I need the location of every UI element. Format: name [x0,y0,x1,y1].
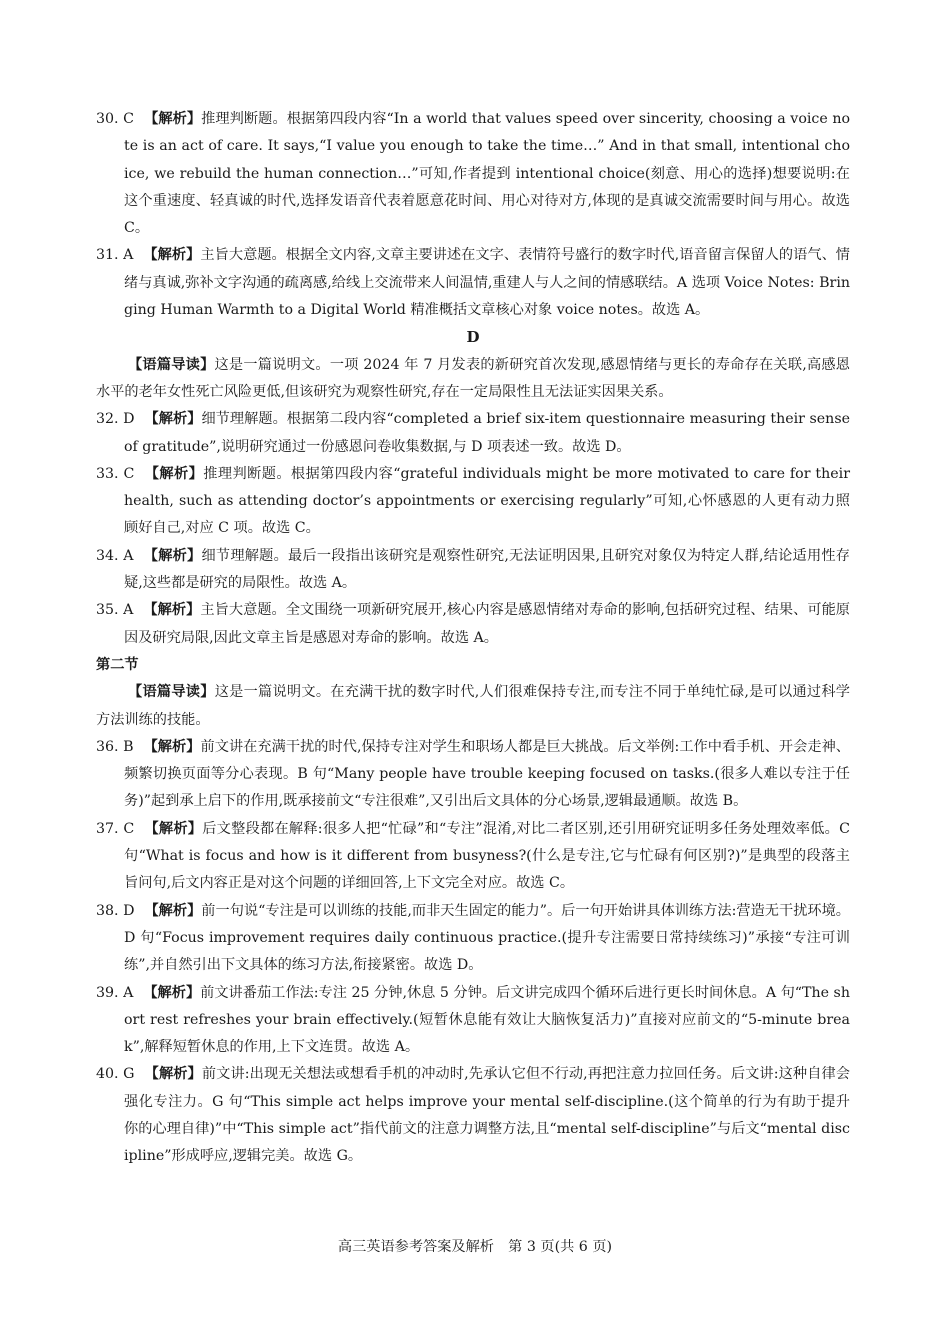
guide-tag: 【语篇导读】 [128,684,215,701]
page-footer: 高三英语参考答案及解析 第 3 页(共 6 页) [337,1239,613,1255]
analysis-text: 主旨大意题。全文围绕一项新研究展开,核心内容是感恩情绪对寿命的影响,包括研究过程、结果、可能原因及研究局限,因此文章主旨是感恩对寿命的影响。故选 A。 [124,602,850,646]
question-number: 40. G [96,1066,135,1083]
answer-30 [96,106,850,242]
analysis-tag: 【解析】 [143,738,201,755]
analysis-text: 推理判断题。根据第四段内容“grateful individuals might be more motivated to care for their health, such as attending doctor’s appointments or exercising regularly”可知,心怀感恩的人更有动力照顾好自己,对应 C 项。故选 C。 [124,465,850,537]
guide-text: 这是一篇说明文。在充满干扰的数字时代,人们很难保持专注,而专注不同于单纯忙碌,是可以通过科学方法训练的技能。 [96,684,850,728]
question-number: 36. B [96,738,134,755]
question-number: 30. C [96,111,135,127]
analysis-text: 主旨大意题。根据全文内容,文章主要讲述在文字、表情符号盛行的数字时代,语音留言保留人的语气、情绪与真诚,弥补文字沟通的疏离感,给线上交流带来人间温情,重建人与人之间的情感联结。A 选项 Voice Notes: Bringing Human Warmth to a Digital World 精准概括文章核心对象 voice notes。故选 A。 [124,247,850,319]
guide-text: 这是一篇说明文。一项 2024 年 7 月发表的新研究首次发现,感恩情绪与更长的寿命存在关联,高感恩水平的老年女性死亡风险更低,但该研究为观察性研究,存在一定局限性且无法证实因果关系。 [96,356,850,400]
analysis-tag: 【解析】 [144,465,204,482]
analysis-tag: 【解析】 [143,984,201,1001]
answer-39 [96,980,850,1062]
question-number: 33. C [96,465,135,482]
question-number: 37. C [96,820,135,837]
analysis-tag: 【解析】 [144,820,203,837]
section-heading-part2: 第二节 [96,656,139,673]
analysis-text: 前文讲:出现无关想法或想看手机的冲动时,先承认它但不行动,再把注意力拉回任务。后文讲:这种自律会强化专注力。G 句“This simple act helps improve your mental self-discipline.(这个简单的行为有助于提升你的心理自律)”中“This simple act”指代前文的注意力调整方法,且“mental self-discipline”与后文“mental discipline”形成呼应,逻辑完美。故选 G。 [124,1066,850,1165]
question-number: 35. A [96,602,134,619]
answer-40 [96,1061,850,1170]
analysis-text: 前一句说“专注是可以训练的技能,而非天生固定的能力”。后一句开始讲具体训练方法:营造无干扰环境。D 句“Focus improvement requires daily continuous practice.(提升专注需要日常持续练习)”承接“专注可训练”,并自然引出下文具体的练习方法,衔接紧密。故选 D。 [124,902,850,974]
answer-33 [96,461,850,543]
analysis-text: 前文讲在充满干扰的时代,保持专注对学生和职场人都是巨大挑战。后文举例:工作中看手机、开会走神、频繁切换页面等分心表现。B 句“Many people have trouble keeping focused on tasks.(很多人难以专注于任务)”起到承上启下的作用,既承接前文“专注很难”,又引出后文具体的分心场景,逻辑最通顺。故选 B。 [124,738,850,810]
analysis-tag: 【解析】 [143,602,201,619]
analysis-text: 细节理解题。根据第二段内容“completed a brief six-item questionnaire measuring their sense of gratitude”,说明研究通过一份感恩问卷收集数据,与 D 项表述一致。故选 D。 [124,411,851,455]
analysis-tag: 【解析】 [144,902,202,919]
question-number: 34. A [96,547,134,564]
answer-32 [96,406,850,461]
question-number: 31. A [96,247,134,264]
answer-34 [96,543,850,598]
analysis-tag: 【解析】 [144,111,202,127]
answer-content [96,106,850,1171]
section-heading-d: D [466,328,480,347]
analysis-text: 前文讲番茄工作法:专注 25 分钟,休息 5 分钟。后文讲完成四个循环后进行更长时间休息。A 句“The short rest refreshes your brain effectively.(短暂休息能有效让大脑恢复活力)”直接对应前文的“5-minute break”,解释短暂休息的作用,上下文连贯。故选 A。 [124,984,850,1056]
analysis-tag: 【解析】 [143,547,202,564]
passage-guide-d [96,352,850,407]
answer-36 [96,734,850,816]
analysis-text: 后文整段都在解释:很多人把“忙碌”和“专注”混淆,对比二者区别,还引用研究证明多任务处理效率低。C 句“What is focus and how is it different from busyness?(什么是专注,它与忙碌有何区别?)”是典型的段落主旨问句,后文内容正是对这个问题的详细回答,上下文完全对应。故选 C。 [124,820,850,892]
analysis-text: 细节理解题。最后一段指出该研究是观察性研究,无法证明因果,且研究对象仅为特定人群,结论适用性存疑,这些都是研究的局限性。故选 A。 [124,547,850,592]
question-number: 32. D [96,411,135,428]
guide-tag: 【语篇导读】 [128,356,215,373]
analysis-tag: 【解析】 [143,247,201,264]
analysis-tag: 【解析】 [144,411,202,428]
passage-guide-part2 [96,679,850,734]
analysis-tag: 【解析】 [144,1066,202,1083]
analysis-text: 推理判断题。根据第四段内容“In a world that values speed over sincerity, choosing a voice note is an act of care. It says,“I value you enough to take the time…” And in that small, intentional choice, we rebuild the human connection…”可知,作者提到 intentional choice(刻意、用心的选择)想要说明:在这个重速度、轻真诚的时代,选择发语音代表着愿意花时间、用心对待对方,体现的是真诚交流需要时间与用心。故选 C。 [124,111,850,237]
answer-31 [96,242,850,324]
answer-37 [96,816,850,898]
question-number: 39. A [96,984,134,1001]
answer-35 [96,597,850,652]
answer-38 [96,898,850,980]
question-number: 38. D [96,902,135,919]
